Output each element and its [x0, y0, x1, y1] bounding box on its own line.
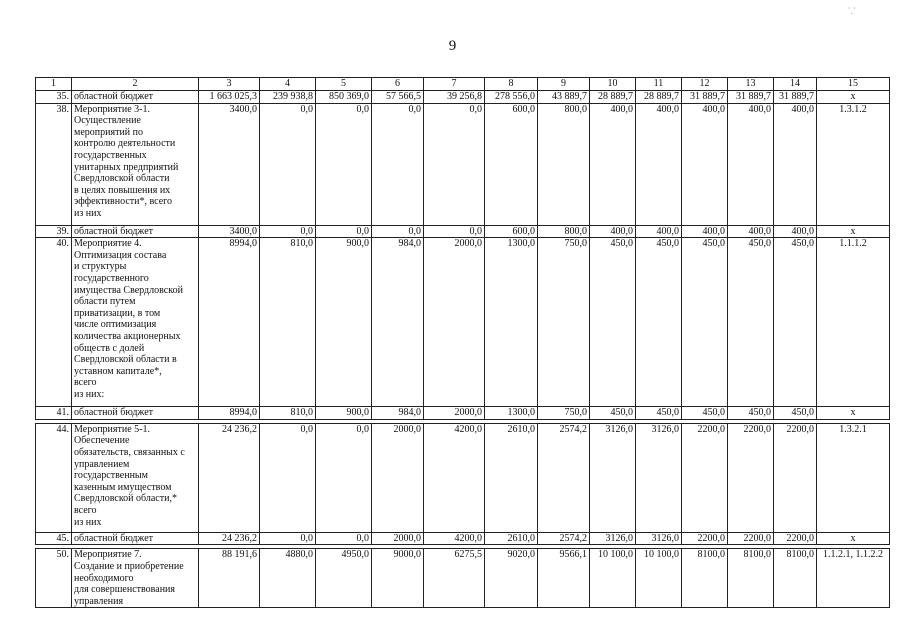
target-code-cell: x [817, 90, 890, 103]
header-cell: 2 [72, 78, 199, 91]
amount-cell: 2200,0 [682, 532, 728, 545]
item-name-cell: Мероприятие 3-1. Осуществление мероприятий по контролю деятельности государственных унитарных предприятий Свердловской области в целях повышения их эффективности*, всего из них [72, 103, 199, 225]
amount-cell: 2574,2 [538, 532, 590, 545]
table-row [36, 225, 890, 238]
budget-table [35, 77, 890, 608]
target-code-cell: x [817, 225, 890, 238]
table-row [36, 532, 890, 545]
amount-cell: 6275,5 [424, 549, 485, 608]
row-number-cell: 39. [36, 225, 72, 238]
table-row [36, 423, 890, 532]
amount-cell: 450,0 [728, 407, 774, 420]
amount-cell: 850 369,0 [316, 90, 372, 103]
amount-cell: 3126,0 [590, 532, 636, 545]
item-name-cell: Мероприятие 5-1. Обеспечение обязательств, связанных с управлением государственным казенным имуществом Свердловской области,* всего из них [72, 423, 199, 532]
amount-cell: 400,0 [682, 103, 728, 225]
header-cell: 6 [372, 78, 424, 91]
amount-cell: 0,0 [260, 103, 316, 225]
amount-cell: 24 236,2 [199, 423, 260, 532]
amount-cell: 0,0 [424, 103, 485, 225]
amount-cell: 400,0 [590, 225, 636, 238]
amount-cell: 810,0 [260, 238, 316, 407]
amount-cell: 400,0 [774, 103, 817, 225]
amount-cell: 0,0 [424, 225, 485, 238]
amount-cell: 3400,0 [199, 103, 260, 225]
amount-cell: 400,0 [682, 225, 728, 238]
amount-cell: 750,0 [538, 407, 590, 420]
amount-cell: 9566,1 [538, 549, 590, 608]
amount-cell: 9020,0 [485, 549, 538, 608]
header-cell: 14 [774, 78, 817, 91]
target-code-cell: x [817, 532, 890, 545]
amount-cell: 450,0 [774, 407, 817, 420]
row-number-cell: 40. [36, 238, 72, 407]
amount-cell: 0,0 [372, 225, 424, 238]
amount-cell: 750,0 [538, 238, 590, 407]
amount-cell: 28 889,7 [636, 90, 682, 103]
amount-cell: 8994,0 [199, 238, 260, 407]
row-number-cell: 50. [36, 549, 72, 608]
amount-cell: 3400,0 [199, 225, 260, 238]
amount-cell: 4200,0 [424, 423, 485, 532]
amount-cell: 0,0 [260, 225, 316, 238]
amount-cell: 450,0 [590, 407, 636, 420]
amount-cell: 2610,0 [485, 423, 538, 532]
amount-cell: 9000,0 [372, 549, 424, 608]
header-row [36, 78, 890, 91]
item-name-cell: Мероприятие 7. Создание и приобретение необходимого для совершенствования управления [72, 549, 199, 608]
amount-cell: 900,0 [316, 407, 372, 420]
amount-cell: 3126,0 [636, 532, 682, 545]
table-row [36, 407, 890, 420]
amount-cell: 2200,0 [728, 532, 774, 545]
amount-cell: 400,0 [774, 225, 817, 238]
amount-cell: 800,0 [538, 225, 590, 238]
amount-cell: 450,0 [774, 238, 817, 407]
amount-cell: 2200,0 [774, 532, 817, 545]
row-number-cell: 41. [36, 407, 72, 420]
header-cell: 9 [538, 78, 590, 91]
amount-cell: 8994,0 [199, 407, 260, 420]
amount-cell: 1300,0 [485, 238, 538, 407]
amount-cell: 2200,0 [774, 423, 817, 532]
amount-cell: 3126,0 [636, 423, 682, 532]
table-row [36, 90, 890, 103]
amount-cell: 800,0 [538, 103, 590, 225]
header-cell: 11 [636, 78, 682, 91]
amount-cell: 600,0 [485, 225, 538, 238]
amount-cell: 0,0 [372, 103, 424, 225]
table-row [36, 238, 890, 407]
amount-cell: 900,0 [316, 238, 372, 407]
header-cell: 12 [682, 78, 728, 91]
amount-cell: 0,0 [316, 532, 372, 545]
amount-cell: 1 663 025,3 [199, 90, 260, 103]
amount-cell: 450,0 [636, 238, 682, 407]
amount-cell: 24 236,2 [199, 532, 260, 545]
amount-cell: 10 100,0 [590, 549, 636, 608]
row-number-cell: 44. [36, 423, 72, 532]
amount-cell: 2200,0 [682, 423, 728, 532]
amount-cell: 0,0 [260, 532, 316, 545]
item-name-cell: областной бюджет [72, 225, 199, 238]
amount-cell: 1300,0 [485, 407, 538, 420]
amount-cell: 450,0 [728, 238, 774, 407]
amount-cell: 400,0 [728, 225, 774, 238]
item-name-cell: областной бюджет [72, 90, 199, 103]
target-code-cell: x [817, 407, 890, 420]
target-code-cell: 1.3.1.2 [817, 103, 890, 225]
amount-cell: 0,0 [316, 225, 372, 238]
header-cell: 10 [590, 78, 636, 91]
amount-cell: 88 191,6 [199, 549, 260, 608]
row-number-cell: 38. [36, 103, 72, 225]
amount-cell: 0,0 [316, 103, 372, 225]
item-name-cell: областной бюджет [72, 407, 199, 420]
page-number: 9 [448, 38, 457, 54]
amount-cell: 400,0 [636, 225, 682, 238]
amount-cell: 450,0 [590, 238, 636, 407]
amount-cell: 4880,0 [260, 549, 316, 608]
corner-mark: ⸪ [848, 6, 856, 16]
item-name-cell: Мероприятие 4. Оптимизация состава и структуры государственного имущества Свердловской области путем приватизации, в том числе оптимизация количества акционерных обществ с долей Свердловской области в уставном капитале*, всего из них: [72, 238, 199, 407]
header-cell: 13 [728, 78, 774, 91]
row-number-cell: 45. [36, 532, 72, 545]
amount-cell: 43 889,7 [538, 90, 590, 103]
header-cell: 3 [199, 78, 260, 91]
amount-cell: 984,0 [372, 407, 424, 420]
amount-cell: 400,0 [728, 103, 774, 225]
amount-cell: 400,0 [636, 103, 682, 225]
amount-cell: 8100,0 [728, 549, 774, 608]
amount-cell: 2000,0 [424, 407, 485, 420]
header-cell: 15 [817, 78, 890, 91]
table-row [36, 549, 890, 608]
amount-cell: 0,0 [260, 423, 316, 532]
item-name-cell: областной бюджет [72, 532, 199, 545]
amount-cell: 2000,0 [372, 532, 424, 545]
amount-cell: 2610,0 [485, 532, 538, 545]
amount-cell: 0,0 [316, 423, 372, 532]
amount-cell: 8100,0 [682, 549, 728, 608]
table-row [36, 103, 890, 225]
amount-cell: 239 938,8 [260, 90, 316, 103]
amount-cell: 39 256,8 [424, 90, 485, 103]
header-cell: 7 [424, 78, 485, 91]
amount-cell: 10 100,0 [636, 549, 682, 608]
amount-cell: 3126,0 [590, 423, 636, 532]
amount-cell: 810,0 [260, 407, 316, 420]
row-number-cell: 35. [36, 90, 72, 103]
amount-cell: 2000,0 [424, 238, 485, 407]
header-cell: 1 [36, 78, 72, 91]
amount-cell: 31 889,7 [774, 90, 817, 103]
amount-cell: 31 889,7 [682, 90, 728, 103]
amount-cell: 450,0 [636, 407, 682, 420]
amount-cell: 600,0 [485, 103, 538, 225]
amount-cell: 450,0 [682, 407, 728, 420]
amount-cell: 2000,0 [372, 423, 424, 532]
header-cell: 5 [316, 78, 372, 91]
amount-cell: 450,0 [682, 238, 728, 407]
target-code-cell: 1.3.2.1 [817, 423, 890, 532]
header-cell: 8 [485, 78, 538, 91]
amount-cell: 4950,0 [316, 549, 372, 608]
target-code-cell: 1.1.1.2 [817, 238, 890, 407]
amount-cell: 400,0 [590, 103, 636, 225]
amount-cell: 57 566,5 [372, 90, 424, 103]
header-cell: 4 [260, 78, 316, 91]
amount-cell: 8100,0 [774, 549, 817, 608]
amount-cell: 278 556,0 [485, 90, 538, 103]
amount-cell: 2574,2 [538, 423, 590, 532]
amount-cell: 2200,0 [728, 423, 774, 532]
amount-cell: 4200,0 [424, 532, 485, 545]
amount-cell: 31 889,7 [728, 90, 774, 103]
target-code-cell: 1.1.2.1, 1.1.2.2 [817, 549, 890, 608]
amount-cell: 28 889,7 [590, 90, 636, 103]
amount-cell: 984,0 [372, 238, 424, 407]
